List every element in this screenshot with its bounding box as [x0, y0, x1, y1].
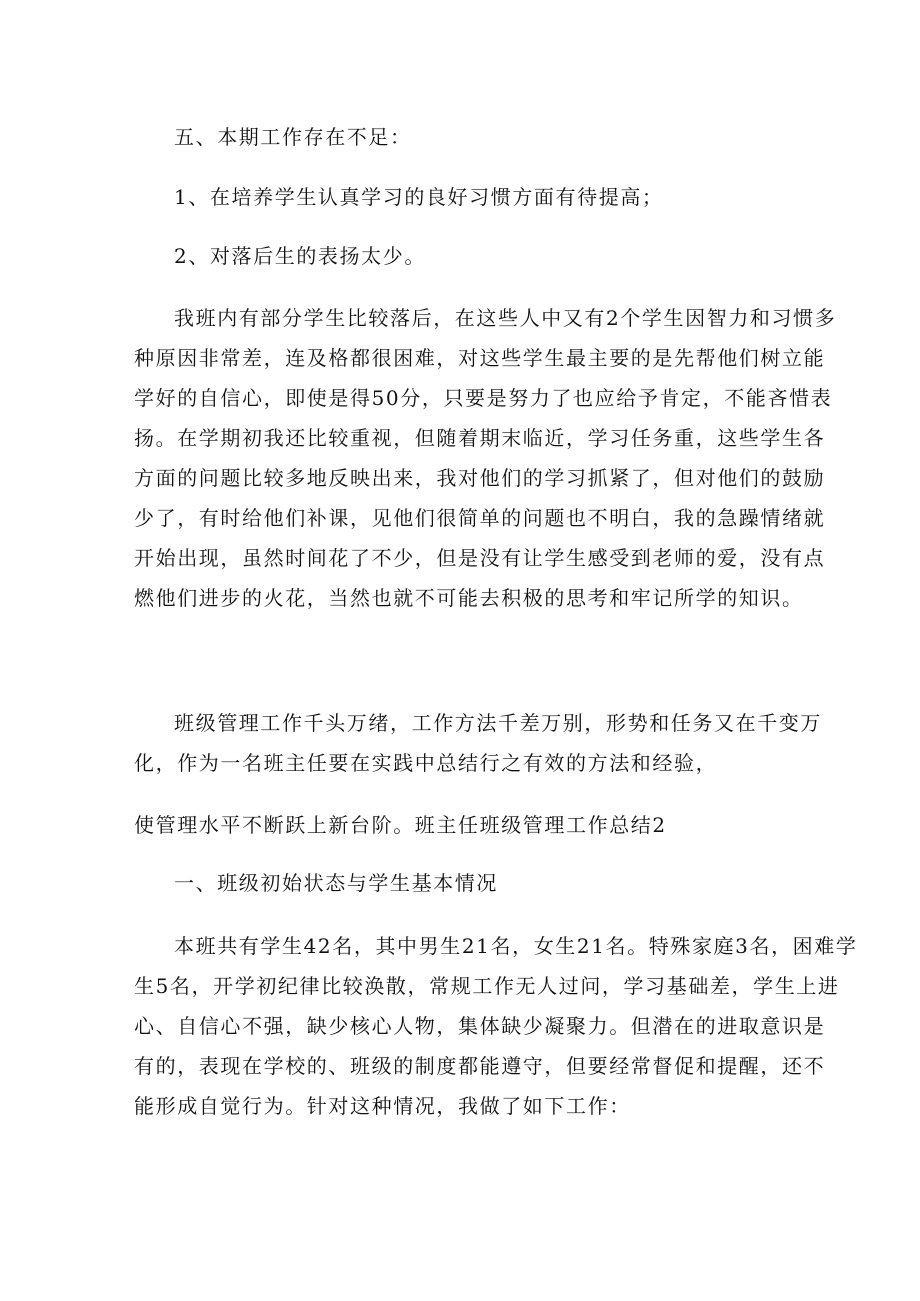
text-line: 扬。在学期初我还比较重视，但随着期末临近，学习任务重，这些学生各	[134, 426, 826, 450]
text-line: 五、本期工作存在不足：	[174, 125, 412, 149]
section-heading-one	[134, 863, 784, 903]
list-item-one	[134, 177, 784, 217]
list-item-two	[134, 236, 784, 276]
text-line: 班级管理工作千头万绪，工作方法千差万别，形势和任务又在千变万	[174, 711, 822, 735]
text-line: 我班内有部分学生比较落后，在这些人中又有2个学生因智力和习惯多	[174, 306, 837, 330]
text-line: 本班共有学生42名，其中男生21名，女生21名。特殊家庭3名，困难学	[174, 934, 858, 958]
paragraph-class-situation	[134, 926, 858, 1126]
text-line: 能形成自觉行为。针对这种情况，我做了如下工作：	[134, 1094, 631, 1118]
text-line: 一、班级初始状态与学生基本情况	[174, 871, 498, 895]
text-line: 生5名，开学初纪律比较涣散，常规工作无人过问，学习基础差，学生上进	[134, 974, 840, 998]
paragraph-class-management	[134, 703, 822, 783]
text-line: 2、对落后生的表扬太少。	[174, 244, 426, 268]
text-line: 化，作为一名班主任要在实践中总结行之有效的方法和经验，	[134, 751, 718, 775]
text-line: 方面的问题比较多地反映出来，我对他们的学习抓紧了，但对他们的鼓励	[134, 466, 826, 490]
section-heading-five	[134, 117, 784, 157]
text-line: 使管理水平不断跃上新台阶。班主任班级管理工作总结2	[134, 813, 667, 837]
text-line: 开始出现，虽然时间花了不少，但是没有让学生感受到老师的爱，没有点	[134, 546, 826, 570]
paragraph-summary-title	[134, 805, 784, 845]
paragraph-underperforming-students	[134, 298, 837, 618]
text-line: 1、在培养学生认真学习的良好习惯方面有待提高；	[174, 185, 664, 209]
text-line: 学好的自信心，即使是得50分，只要是努力了也应给予肯定，不能吝惜表	[134, 386, 833, 410]
text-line: 燃他们进步的火花，当然也就不可能去积极的思考和牢记所学的知识。	[134, 586, 804, 610]
text-line: 少了，有时给他们补课，见他们很简单的问题也不明白，我的急躁情绪就	[134, 506, 826, 530]
text-line: 种原因非常差，连及格都很困难，对这些学生最主要的是先帮他们树立能	[134, 346, 826, 370]
text-line: 心、自信心不强，缺少核心人物，集体缺少凝聚力。但潜在的进取意识是	[134, 1014, 826, 1038]
text-line: 有的，表现在学校的、班级的制度都能遵守，但要经常督促和提醒，还不	[134, 1054, 826, 1078]
